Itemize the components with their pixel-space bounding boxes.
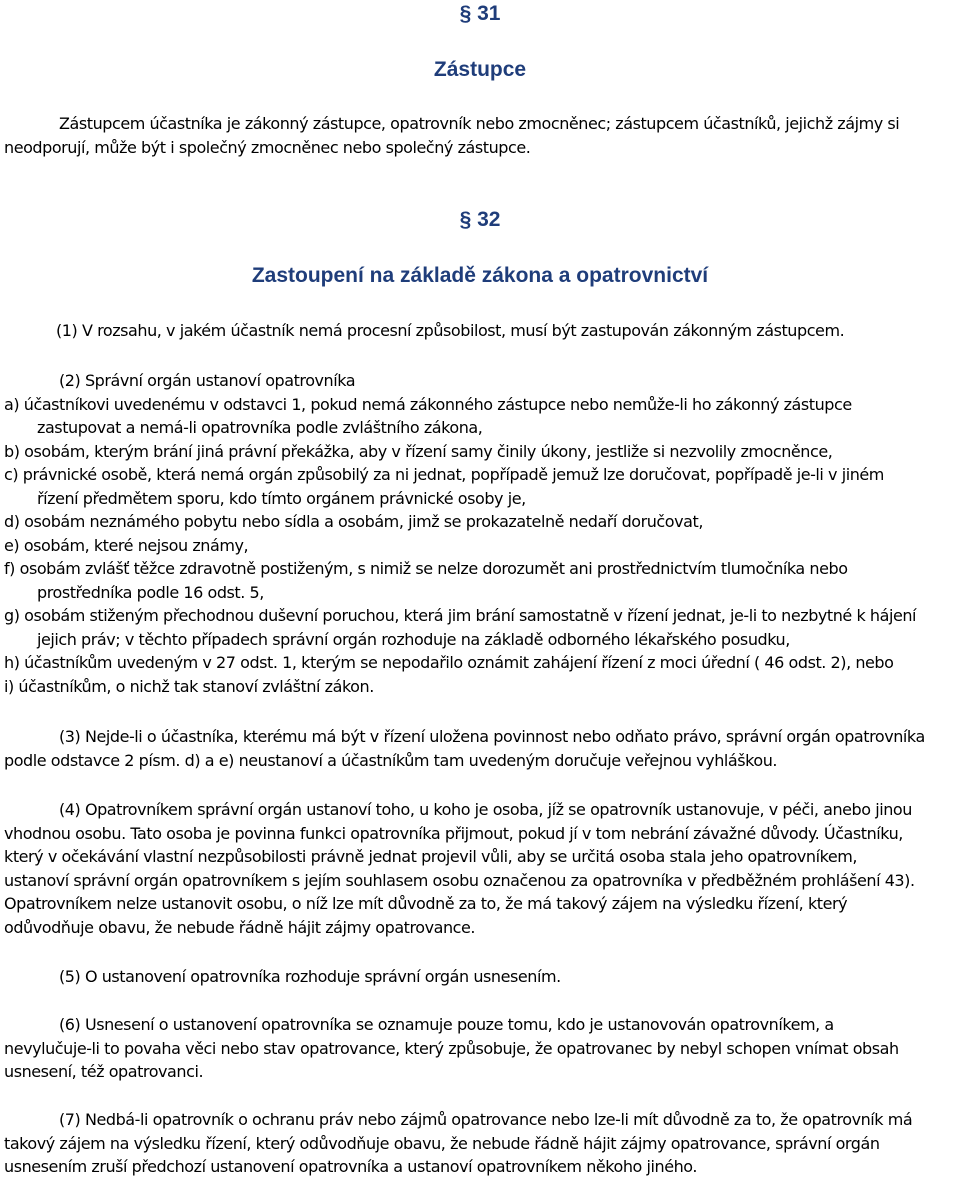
list-item-h: h) účastníkům uvedeným v 27 odst. 1, kterým se nepodařilo oznámit zahájení řízení z moci úřední ( 46 odst. 2), nebo <box>4 653 894 672</box>
paragraph-1 <box>56 319 960 343</box>
section-32-title: Zastoupení na základě zákona a opatrovnictví <box>251 264 709 287</box>
list-item-a-cont: zastupovat a nemá-li opatrovníka podle zvláštního zákona, <box>37 418 483 437</box>
paragraph-4 <box>4 798 960 939</box>
text-line: který v očekávání vlastní nezpůsobilosti právně jednat projevil vůli, aby se určitá osoba stala jeho opatrovníkem, <box>4 847 857 866</box>
text-line: Opatrovníkem nelze ustanovit osobu, o níž lze mít důvodně za to, že má takový zájem na výsledku řízení, který <box>4 894 848 913</box>
section-31-body <box>4 112 960 159</box>
list-item-g-cont: jejich práv; v těchto případech správní orgán rozhoduje na základě odborného lékařského posudku, <box>37 629 790 649</box>
text-line: nevylučuje-li to povaha věci nebo stav opatrovance, který způsobuje, že opatrovanec by nebyl schopen vnímat obsah <box>4 1038 899 1058</box>
paragraph-3 <box>4 725 960 772</box>
list-item-c-cont: řízení předmětem sporu, kdo tímto orgánem právnické osoby je, <box>37 488 526 508</box>
text-line: (6) Usnesení o ustanovení opatrovníka se oznamuje pouze tomu, kdo je ustanovován opatrovníkem, a <box>59 1015 834 1034</box>
text-line: (1) V rozsahu, v jakém účastník nemá procesní způsobilost, musí být zastupován zákonným zástupcem. <box>56 321 845 340</box>
paragraph-2-intro: (2) Správní orgán ustanoví opatrovníka <box>59 371 356 390</box>
section-31-title: Zástupce <box>433 58 527 81</box>
text-line: (4) Opatrovníkem správní orgán ustanoví toho, u koho je osoba, jíž se opatrovník ustanovuje, v péči, anebo jinou <box>59 800 912 819</box>
text-line: neodporují, může být i společný zmocněnec nebo společný zástupce. <box>4 137 531 157</box>
text-line: (3) Nejde-li o účastníka, kterému má být v řízení uložena povinnost nebo odňato právo, správní orgán opatrovníka <box>59 727 925 746</box>
list-item-f: f) osobám zvlášť těžce zdravotně postiženým, s nimiž se nelze dorozumět ani prostřednictvím tlumočníka nebo <box>4 559 848 578</box>
list-item-e: e) osobám, které nejsou známy, <box>4 535 249 555</box>
text-line: (5) O ustanovení opatrovníka rozhoduje správní orgán usnesením. <box>59 967 561 986</box>
text-line: (7) Nedbá-li opatrovník o ochranu práv nebo zájmů opatrovance nebo lze-li mít důvodně za to, že opatrovník má <box>59 1110 913 1129</box>
paragraph-5 <box>4 965 960 989</box>
section-31-number: § 31 <box>459 2 501 25</box>
list-item-a: a) účastníkovi uvedenému v odstavci 1, pokud nemá zákonného zástupce nebo nemůže-li ho zákonný zástupce <box>4 394 852 414</box>
list-item-g: g) osobám stiženým přechodnou duševní poruchou, která jim brání samostatně v řízení jednat, je-li to nezbytné k hájení <box>4 606 917 625</box>
text-line: odůvodňuje obavu, že nebude řádně hájit zájmy opatrovance. <box>4 917 476 937</box>
text-line: usnesením zruší předchozí ustanovení opatrovníka a ustanoví opatrovníkem někoho jiného. <box>4 1157 697 1176</box>
text-line: podle odstavce 2 písm. d) a e) neustanoví a účastníkům tam uvedeným doručuje veřejnou vyhláškou. <box>4 750 778 770</box>
text-line: vhodnou osobu. Tato osoba je povinna funkci opatrovníka přijmout, pokud jí v tom nebrání závažné důvody. Účastníku, <box>4 823 903 843</box>
list-item-d: d) osobám neznámého pobytu nebo sídla a osobám, jimž se prokazatelně nedaří doručovat, <box>4 512 703 531</box>
text-line: ustanoví správní orgán opatrovníkem s jejím souhlasem osobu označenou za opatrovníka v předběžném prohlášení 43). <box>4 870 915 890</box>
paragraph-2 <box>4 369 960 698</box>
list-item-f-cont: prostředníka podle 16 odst. 5, <box>37 582 264 602</box>
paragraph-7 <box>4 1108 960 1179</box>
section-32-number: § 32 <box>459 208 501 231</box>
paragraph-6 <box>4 1013 960 1084</box>
list-item-c: c) právnické osobě, která nemá orgán způsobilý za ni jednat, popřípadě jemuž lze doručovat, popřípadě je-li v jiném <box>4 465 884 484</box>
list-item-b: b) osobám, kterým brání jiná právní překážka, aby v řízení samy činily úkony, jestliže si nezvolily zmocněnce, <box>4 441 833 461</box>
list-item-i: i) účastníkům, o nichž tak stanoví zvláštní zákon. <box>4 676 374 696</box>
text-line: usnesení, též opatrovanci. <box>4 1062 204 1081</box>
text-line: takový zájem na výsledku řízení, který odůvodňuje obavu, že nebude řádně hájit zájmy opatrovance, správní orgán <box>4 1133 880 1153</box>
text-line: Zástupcem účastníka je zákonný zástupce, opatrovník nebo zmocněnec; zástupcem účastníků, jejichž zájmy si <box>59 114 900 133</box>
